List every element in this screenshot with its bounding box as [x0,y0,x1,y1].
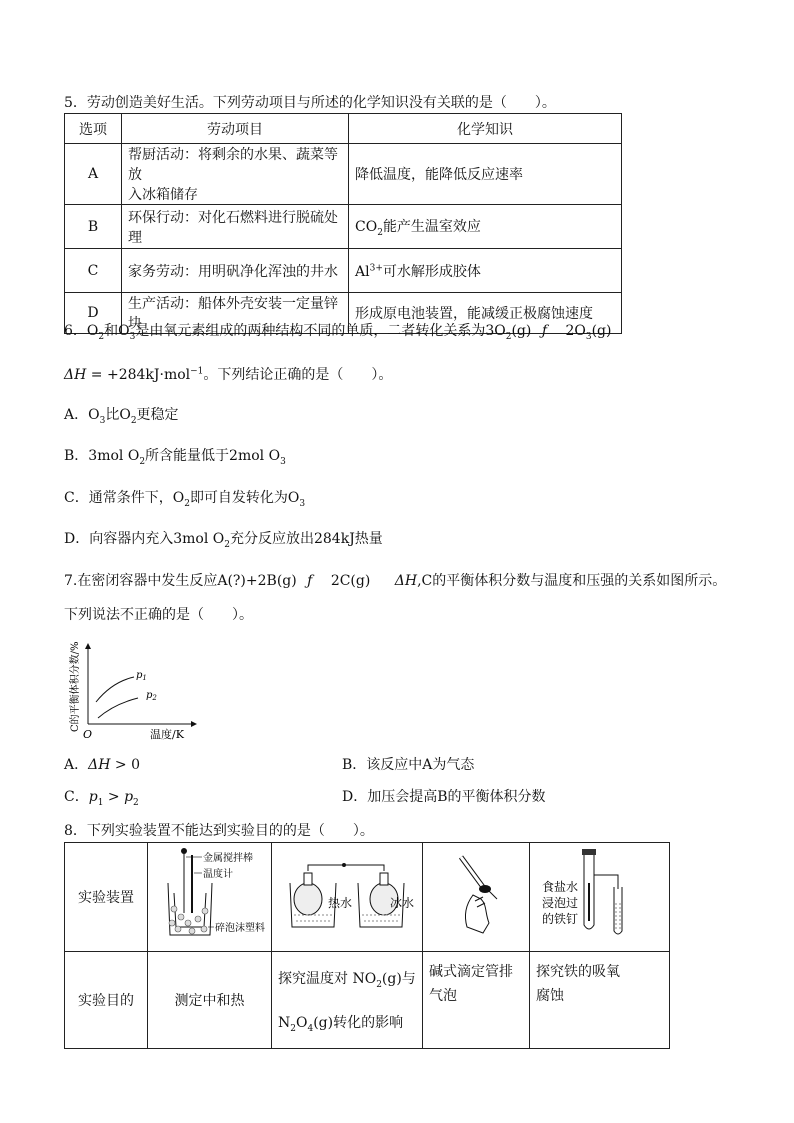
label-p1: $p_1$ [136,670,147,682]
option-cell: C [65,249,122,293]
q6-option-a: A．$O_3$比$O_2$更稳定 [64,407,179,426]
label-iron-nail: 的铁钉 [542,912,579,926]
purpose-4: 探究铁的吸氧 腐蚀 [530,952,670,1049]
q5-table [64,113,622,334]
q7-graph [62,632,212,744]
label-soaked: 浸泡过 [542,896,579,910]
apparatus-no2-flasks [272,843,423,952]
label-ice-water: 冰水 [390,896,415,910]
labor-cell: 帮厨活动：将剩余的水果、蔬菜等放 入冰箱储存 [122,144,349,205]
q5-stem: 5．劳动创造美好生活。下列劳动项目与所述的化学知识没有关联的是（ ）。 [64,95,556,111]
q6-option-b: B．3mol $O_2$所含能量低于2mol $O_3$ [64,448,286,467]
apparatus-iron-corrosion [530,843,670,952]
purpose-3: 碱式滴定管排 气泡 [423,952,530,1049]
q7-option-c: C．$p_1 > p_2$ [64,789,139,808]
table-row [65,249,622,293]
knowledge-cell: 降低温度，能降低反应速率 [349,144,622,205]
label-foam: 碎泡沫塑料 [215,923,265,934]
row-label-purpose: 实验目的 [65,952,148,1049]
labor-cell: 生产活动：船体外壳安装一定量锌块 [122,293,349,334]
header-labor: 劳动项目 [122,114,349,144]
option-cell: A [65,144,122,205]
purpose-2: 探究温度对 $NO_2(g)$与 $N_2O_4(g)$转化的影响 [272,952,423,1049]
calorimeter-figure [148,843,271,947]
origin-label: O [83,728,93,741]
q6-option-d: D．向容器内充入3mol $O_2$充分反应放出284kJ热量 [64,531,383,550]
q6-stem-line2: ΔH = +284kJ·mol$^{-1}$。下列结论正确的是（ ）。 [64,366,393,383]
q6-stem-line1: 6．$O_2$和$O_3$是由氧元素组成的两种结构不同的单质，二者转化关系为$3O_2(g)$ ƒ $2O_3(g)$ [64,323,612,342]
q8-table [64,842,670,1049]
row-label-apparatus: 实验装置 [65,843,148,952]
no2-flasks-figure [272,843,422,947]
curve-p1 [96,677,134,702]
iron-corrosion-figure [530,843,640,947]
q7-option-a: A．ΔH > 0 [64,757,140,773]
curve-p2 [98,698,138,718]
option-cell: D [65,293,122,334]
label-p2: $p_2$ [146,690,157,702]
labor-cell: 家务劳动：用明矾净化浑浊的井水 [122,249,349,293]
q6-option-c: C．通常条件下，$O_2$即可自发转化为$O_3$ [64,490,306,509]
table-row [65,144,622,205]
purpose-1: 测定中和热 [148,952,272,1049]
header-knowledge: 化学知识 [349,114,622,144]
label-thermometer: 温度计 [203,869,233,880]
burette-figure [423,843,529,947]
label-stir-rod: 金属搅拌棒 [203,853,253,864]
label-brine: 食盐水 [542,880,579,894]
label-hot-water: 热水 [328,896,353,910]
knowledge-cell: $Al^{3+}$可水解形成胶体 [349,249,622,293]
q7-stem-line2: 下列说法不正确的是（ ）。 [64,607,253,623]
option-cell: B [65,205,122,249]
knowledge-cell: 形成原电池装置，能减缓正极腐蚀速度 [349,293,622,334]
q7-option-d: D．加压会提高B的平衡体积分数 [342,789,546,805]
q7-option-b: B．该反应中A为气态 [342,757,475,773]
q8-stem: 8．下列实验装置不能达到实验目的的是（ ）。 [64,823,374,839]
header-option: 选项 [65,114,122,144]
table-row [65,205,622,249]
apparatus-calorimeter [148,843,272,952]
knowledge-cell: $CO_2$能产生温室效应 [349,205,622,249]
labor-cell: 环保行动：对化石燃料进行脱硫处理 [122,205,349,249]
x-axis-label: 温度/K [150,728,184,741]
y-axis-label: C的平衡体积分数/% [70,641,81,732]
q7-stem-line1: 7.在密闭容器中发生反应A(?)+2B(g) ƒ 2C(g) ΔH,C的平衡体积分数与温度和压强的关系如图所示。 [64,573,727,589]
apparatus-burette [423,843,530,952]
